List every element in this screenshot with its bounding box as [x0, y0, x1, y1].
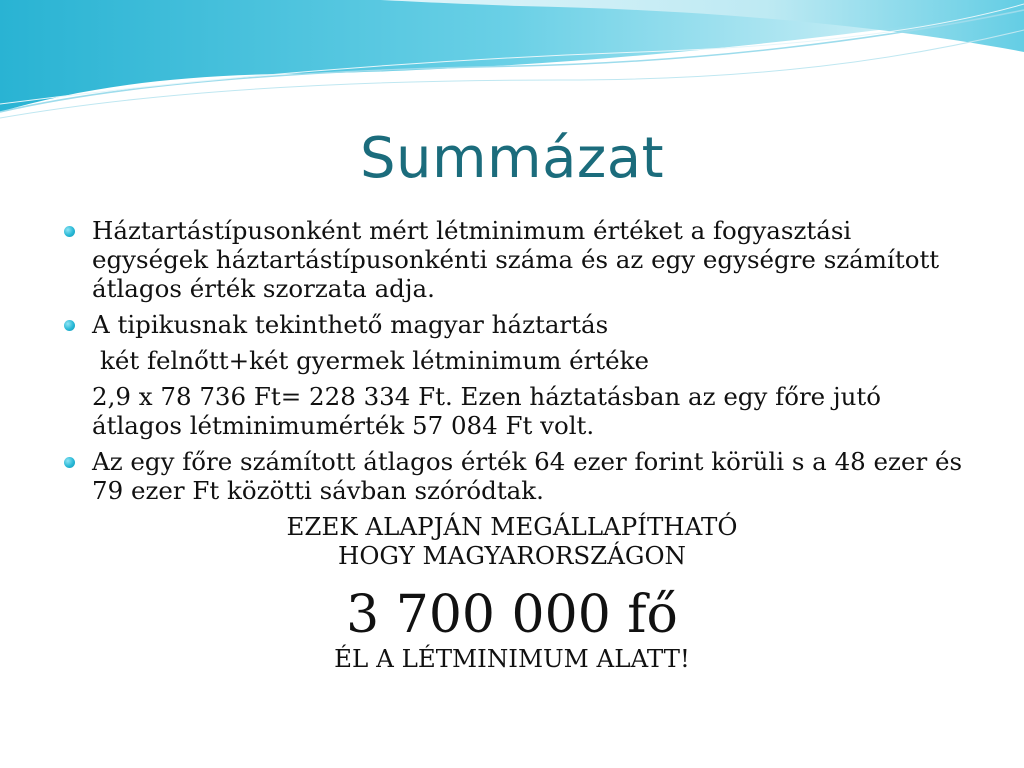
bullet-text: Az egy főre számított átlagos érték 64 ezer forint körüli s a 48 ezer és 79 ezer Ft közötti sávban szóródtak.: [92, 447, 963, 505]
bullet-item: [62, 310, 962, 339]
decorative-wave-header: [0, 0, 1024, 130]
slide-title: Summázat: [359, 126, 665, 191]
slide-body: [62, 216, 962, 673]
bullet-text: A tipikusnak tekinthető magyar háztartás: [92, 310, 609, 339]
conclusion-highlight: 3 700 000 fő: [346, 585, 678, 645]
bullet-item: [62, 447, 962, 505]
conclusion-line: ÉL A LÉTMINIMUM ALATT!: [334, 644, 690, 673]
bullet-item: [62, 216, 962, 303]
conclusion-line: EZEK ALAPJÁN MEGÁLLAPÍTHATÓ HOGY MAGYARORSZÁGON: [286, 512, 738, 570]
continuation-line: két felnőtt+két gyermek létminimum értéke: [100, 346, 650, 375]
bullet-dot-icon: [64, 320, 75, 331]
bullet-dot-icon: [64, 226, 75, 237]
bullet-text: Háztartástípusonként mért létminimum értéket a fogyasztási egységek háztartástípusonkénti száma és az egy egységre számított átlagos érték szorzata adja.: [92, 216, 940, 303]
bullet-dot-icon: [64, 457, 75, 468]
continuation-line: 2,9 x 78 736 Ft= 228 334 Ft. Ezen háztatásban az egy főre jutó átlagos létminimumérték 57 084 Ft volt.: [92, 382, 881, 440]
